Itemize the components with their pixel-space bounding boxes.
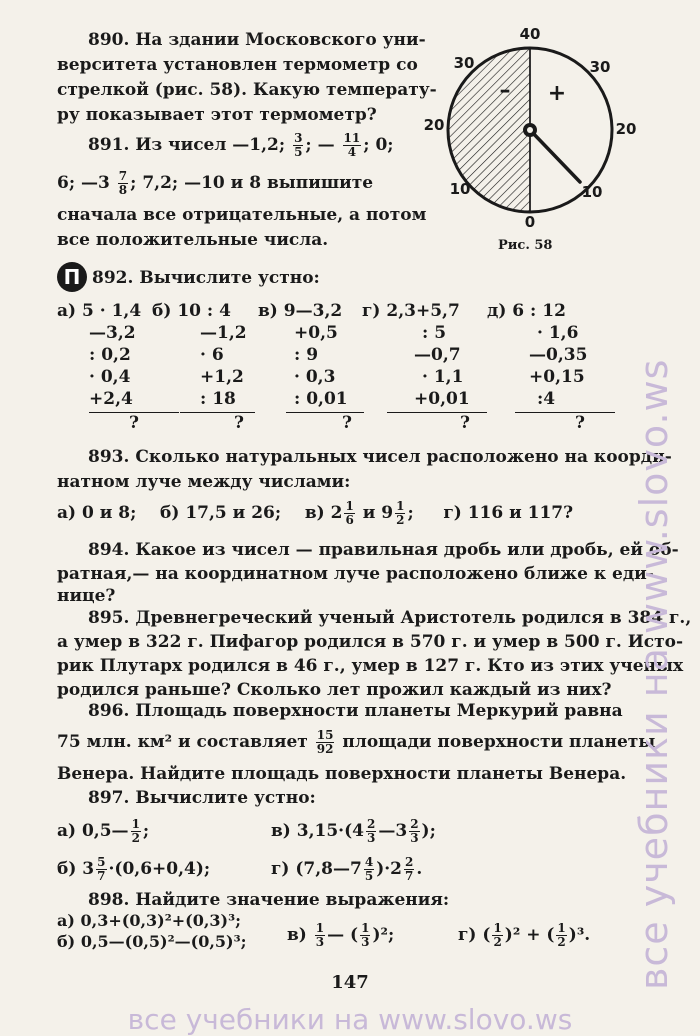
- column-label: б): [152, 301, 172, 321]
- problem-text: 75 млн. км² и составляет: [57, 732, 308, 752]
- chain-column-v: [258, 300, 364, 431]
- problem-text: г) (: [458, 925, 491, 945]
- problem-text: и 9: [362, 503, 394, 523]
- chain-op: · 6: [200, 345, 224, 365]
- problem-number: 898.: [88, 890, 130, 910]
- thermometer-needle: [530, 130, 580, 182]
- problem-893-line-1: [88, 447, 672, 467]
- problem-895-line-1: [88, 608, 691, 628]
- fraction: $\frac{5}{7}$: [97, 855, 106, 883]
- chain-op: · 0,3: [294, 367, 336, 387]
- problem-text: Сколько натуральных чисел расположено на коорди-: [135, 447, 672, 467]
- option-g: г) 116 и 117?: [443, 503, 574, 523]
- chain-op: : 9: [294, 345, 319, 365]
- option-b: б) 17,5 и 26;: [160, 503, 282, 523]
- fraction: $\frac{2}{7}$: [404, 855, 414, 883]
- side-watermark: все учебники на www.slovo.ws: [632, 358, 676, 990]
- chain-op: · 1,6: [537, 323, 579, 343]
- dial-label-plus-30: 30: [589, 58, 611, 76]
- fraction: $\frac{2}{3}$: [366, 817, 376, 845]
- problem-number: 892.: [92, 268, 134, 288]
- problem-text: — (: [327, 925, 359, 945]
- problem-895-line-4: родился раньше? Сколько лет прожил каждый из них?: [57, 680, 612, 700]
- problem-896-line-1: [88, 701, 623, 721]
- problem-text: ;: [407, 503, 414, 523]
- chain-result: ?: [575, 413, 585, 433]
- chain-result: ?: [460, 413, 470, 433]
- dial-label-plus-10: 10: [581, 183, 603, 201]
- column-label: г): [362, 301, 381, 321]
- problem-text: 6; —3: [57, 173, 110, 193]
- problem-898-g: [458, 918, 590, 952]
- problem-893-answers: [57, 498, 573, 528]
- problem-text: ; 0;: [363, 135, 394, 155]
- problem-text: Площадь поверхности планеты Меркурий равна: [135, 701, 623, 721]
- problem-891-line-4: все положительные числа.: [57, 230, 329, 250]
- problem-text: ·(0,6+0,4);: [108, 859, 211, 879]
- fraction: $\frac{11}{4}$: [343, 131, 361, 159]
- problem-text: )·2: [376, 859, 402, 879]
- chain-op: +1,2: [200, 367, 244, 387]
- chain-op: · 1,1: [422, 367, 464, 387]
- chain-column-d: [487, 300, 615, 431]
- problem-text: )²;: [372, 925, 395, 945]
- problem-897-a: [57, 814, 149, 848]
- fraction: $\frac{1}{3}$: [315, 921, 325, 949]
- problem-number: 894.: [88, 540, 130, 560]
- problem-895-line-2: а умер в 322 г. Пифагор родился в 570 г. и умер в 500 г. Исто-: [57, 632, 684, 652]
- option-v: в) 2: [304, 503, 343, 523]
- dial-label-0: 0: [524, 213, 536, 231]
- chain-op: —0,7: [414, 345, 461, 365]
- problem-897-title: [88, 788, 316, 808]
- problem-text: )³.: [568, 925, 591, 945]
- problem-text: ; —: [305, 135, 335, 155]
- problem-text: —3: [378, 821, 408, 841]
- problem-896-line-3: Венера. Найдите площадь поверхности планеты Венера.: [57, 764, 627, 784]
- problem-text: в): [287, 925, 307, 945]
- bottom-watermark: все учебники на www.slovo.ws: [127, 1003, 573, 1036]
- problem-893-line-2: натном луче между числами:: [57, 472, 351, 492]
- chain-op: : 0,2: [89, 345, 131, 365]
- problem-891-line-1: [88, 130, 394, 160]
- problem-number: 895.: [88, 608, 130, 628]
- plus-sign: +: [547, 81, 567, 106]
- problem-894-line-3: нице?: [57, 586, 116, 606]
- column-head: 2,3+5,7: [386, 301, 460, 321]
- oral-task-badge: П: [57, 262, 87, 292]
- problem-number: 891.: [88, 135, 130, 155]
- chain-op: : 18: [200, 389, 236, 409]
- problem-898-a: а) 0,3+(0,3)²+(0,3)³;: [57, 911, 242, 930]
- chain-result: ?: [342, 413, 352, 433]
- dial-label-minus-30: 30: [453, 54, 475, 72]
- problem-number: 893.: [88, 447, 130, 467]
- problem-text: На здании Московского уни-: [135, 30, 426, 50]
- chain-op: —1,2: [200, 323, 247, 343]
- problem-897-g: [271, 852, 422, 886]
- column-head: 10 : 4: [177, 301, 231, 321]
- chain-op: +0,5: [294, 323, 338, 343]
- chain-rule: [515, 412, 615, 413]
- chain-result: ?: [234, 413, 244, 433]
- problem-text: Вычислите устно:: [135, 788, 316, 808]
- problem-text: ;: [142, 821, 150, 841]
- fraction: $\frac{3}{5}$: [294, 131, 303, 159]
- column-label: в): [258, 301, 278, 321]
- problem-text: г) (7,8—7: [271, 859, 362, 879]
- chain-op: : 0,01: [294, 389, 348, 409]
- problem-text: Найдите значение выражения:: [135, 890, 450, 910]
- problem-890-line-3: стрелкой (рис. 58). Какую температу-: [57, 80, 437, 100]
- page-number: 147: [331, 972, 369, 993]
- problem-891-line-3: сначала все отрицательные, а потом: [57, 205, 427, 225]
- problem-897-v: [271, 814, 436, 848]
- problem-text: Древнегреческий ученый Аристотель родился в 384 г.,: [135, 608, 692, 628]
- problem-text: Из чисел —1,2;: [135, 135, 286, 155]
- problem-number: 890.: [88, 30, 130, 50]
- problem-892-title: [92, 268, 320, 288]
- fraction: $\frac{7}{8}$: [118, 169, 128, 197]
- problem-text: площади поверхности планеты: [342, 732, 656, 752]
- problem-text: Какое из чисел — правильная дробь или дробь, ей об-: [135, 540, 679, 560]
- problem-894-line-1: [88, 540, 679, 560]
- fraction: $\frac{1}{2}$: [493, 921, 502, 949]
- problem-number: 897.: [88, 788, 130, 808]
- problem-897-b: [57, 852, 210, 886]
- column-label: а): [57, 301, 77, 321]
- dial-label-40: 40: [519, 25, 541, 43]
- thermometer-figure: [420, 22, 650, 237]
- problem-890-line-2: верситета установлен термометр со: [57, 55, 418, 75]
- column-head: 6 : 12: [512, 301, 566, 321]
- problem-text: (4: [344, 821, 364, 841]
- fraction: $\frac{1}{6}$: [345, 499, 354, 527]
- problem-890-line-4: ру показывает этот термометр?: [57, 105, 377, 125]
- fraction: $\frac{1}{2}$: [557, 921, 566, 949]
- chain-rule: [286, 412, 364, 413]
- fraction: $\frac{1}{3}$: [361, 921, 370, 949]
- problem-895-line-3: рик Плутарх родился в 46 г., умер в 127 г. Кто из этих ученых: [57, 656, 684, 676]
- chain-op: : 5: [422, 323, 447, 343]
- fraction: $\frac{15}{92}$: [316, 728, 334, 756]
- problem-896-line-2: [57, 725, 655, 759]
- problem-text: )² + (: [504, 925, 555, 945]
- column-head: 5 · 1,4: [81, 301, 142, 321]
- problem-894-line-2: ратная,— на координатном луче расположено ближе к еди-: [57, 564, 654, 584]
- chain-op: —0,35: [529, 345, 588, 365]
- problem-898-b: б) 0,5—(0,5)²—(0,5)³;: [57, 932, 247, 951]
- chain-rule: [387, 412, 487, 413]
- problem-text: б) 3: [57, 859, 95, 879]
- problem-text: ; 7,2; —10 и 8 выпишите: [130, 173, 374, 193]
- problem-number: 896.: [88, 701, 130, 721]
- problem-text: Вычислите устно:: [139, 268, 320, 288]
- column-head: 9—3,2: [283, 301, 343, 321]
- chain-op: :4: [537, 389, 556, 409]
- chain-column-g: [362, 300, 487, 431]
- problem-text: в) 3,15·: [271, 821, 345, 841]
- problem-text: .: [416, 859, 423, 879]
- problem-898-title: [88, 890, 449, 910]
- problem-text: );: [421, 821, 436, 841]
- chain-op: +2,4: [89, 389, 133, 409]
- minus-sign: –: [499, 78, 511, 103]
- chain-op: +0,01: [414, 389, 470, 409]
- fraction: $\frac{1}{2}$: [396, 499, 405, 527]
- chain-op: +0,15: [529, 367, 585, 387]
- dial-label-minus-10: 10: [449, 180, 471, 198]
- column-label: д): [487, 301, 507, 321]
- problem-898-v: [287, 918, 394, 952]
- option-a: а) 0 и 8;: [57, 503, 137, 523]
- fraction: $\frac{2}{3}$: [410, 817, 419, 845]
- fraction: $\frac{1}{2}$: [131, 817, 140, 845]
- problem-891-line-2: [57, 168, 373, 198]
- chain-op: —3,2: [89, 323, 136, 343]
- problem-text: а) 0,5—: [57, 821, 129, 841]
- problem-890-line-1: [88, 30, 426, 50]
- dial-label-plus-20: 20: [615, 120, 637, 138]
- chain-result: ?: [129, 413, 139, 433]
- chain-column-b: [152, 300, 255, 431]
- chain-op: · 0,4: [89, 367, 131, 387]
- figure-caption: Рис. 58: [498, 238, 553, 253]
- dial-label-minus-20: 20: [423, 116, 445, 134]
- fraction: $\frac{4}{5}$: [364, 855, 374, 883]
